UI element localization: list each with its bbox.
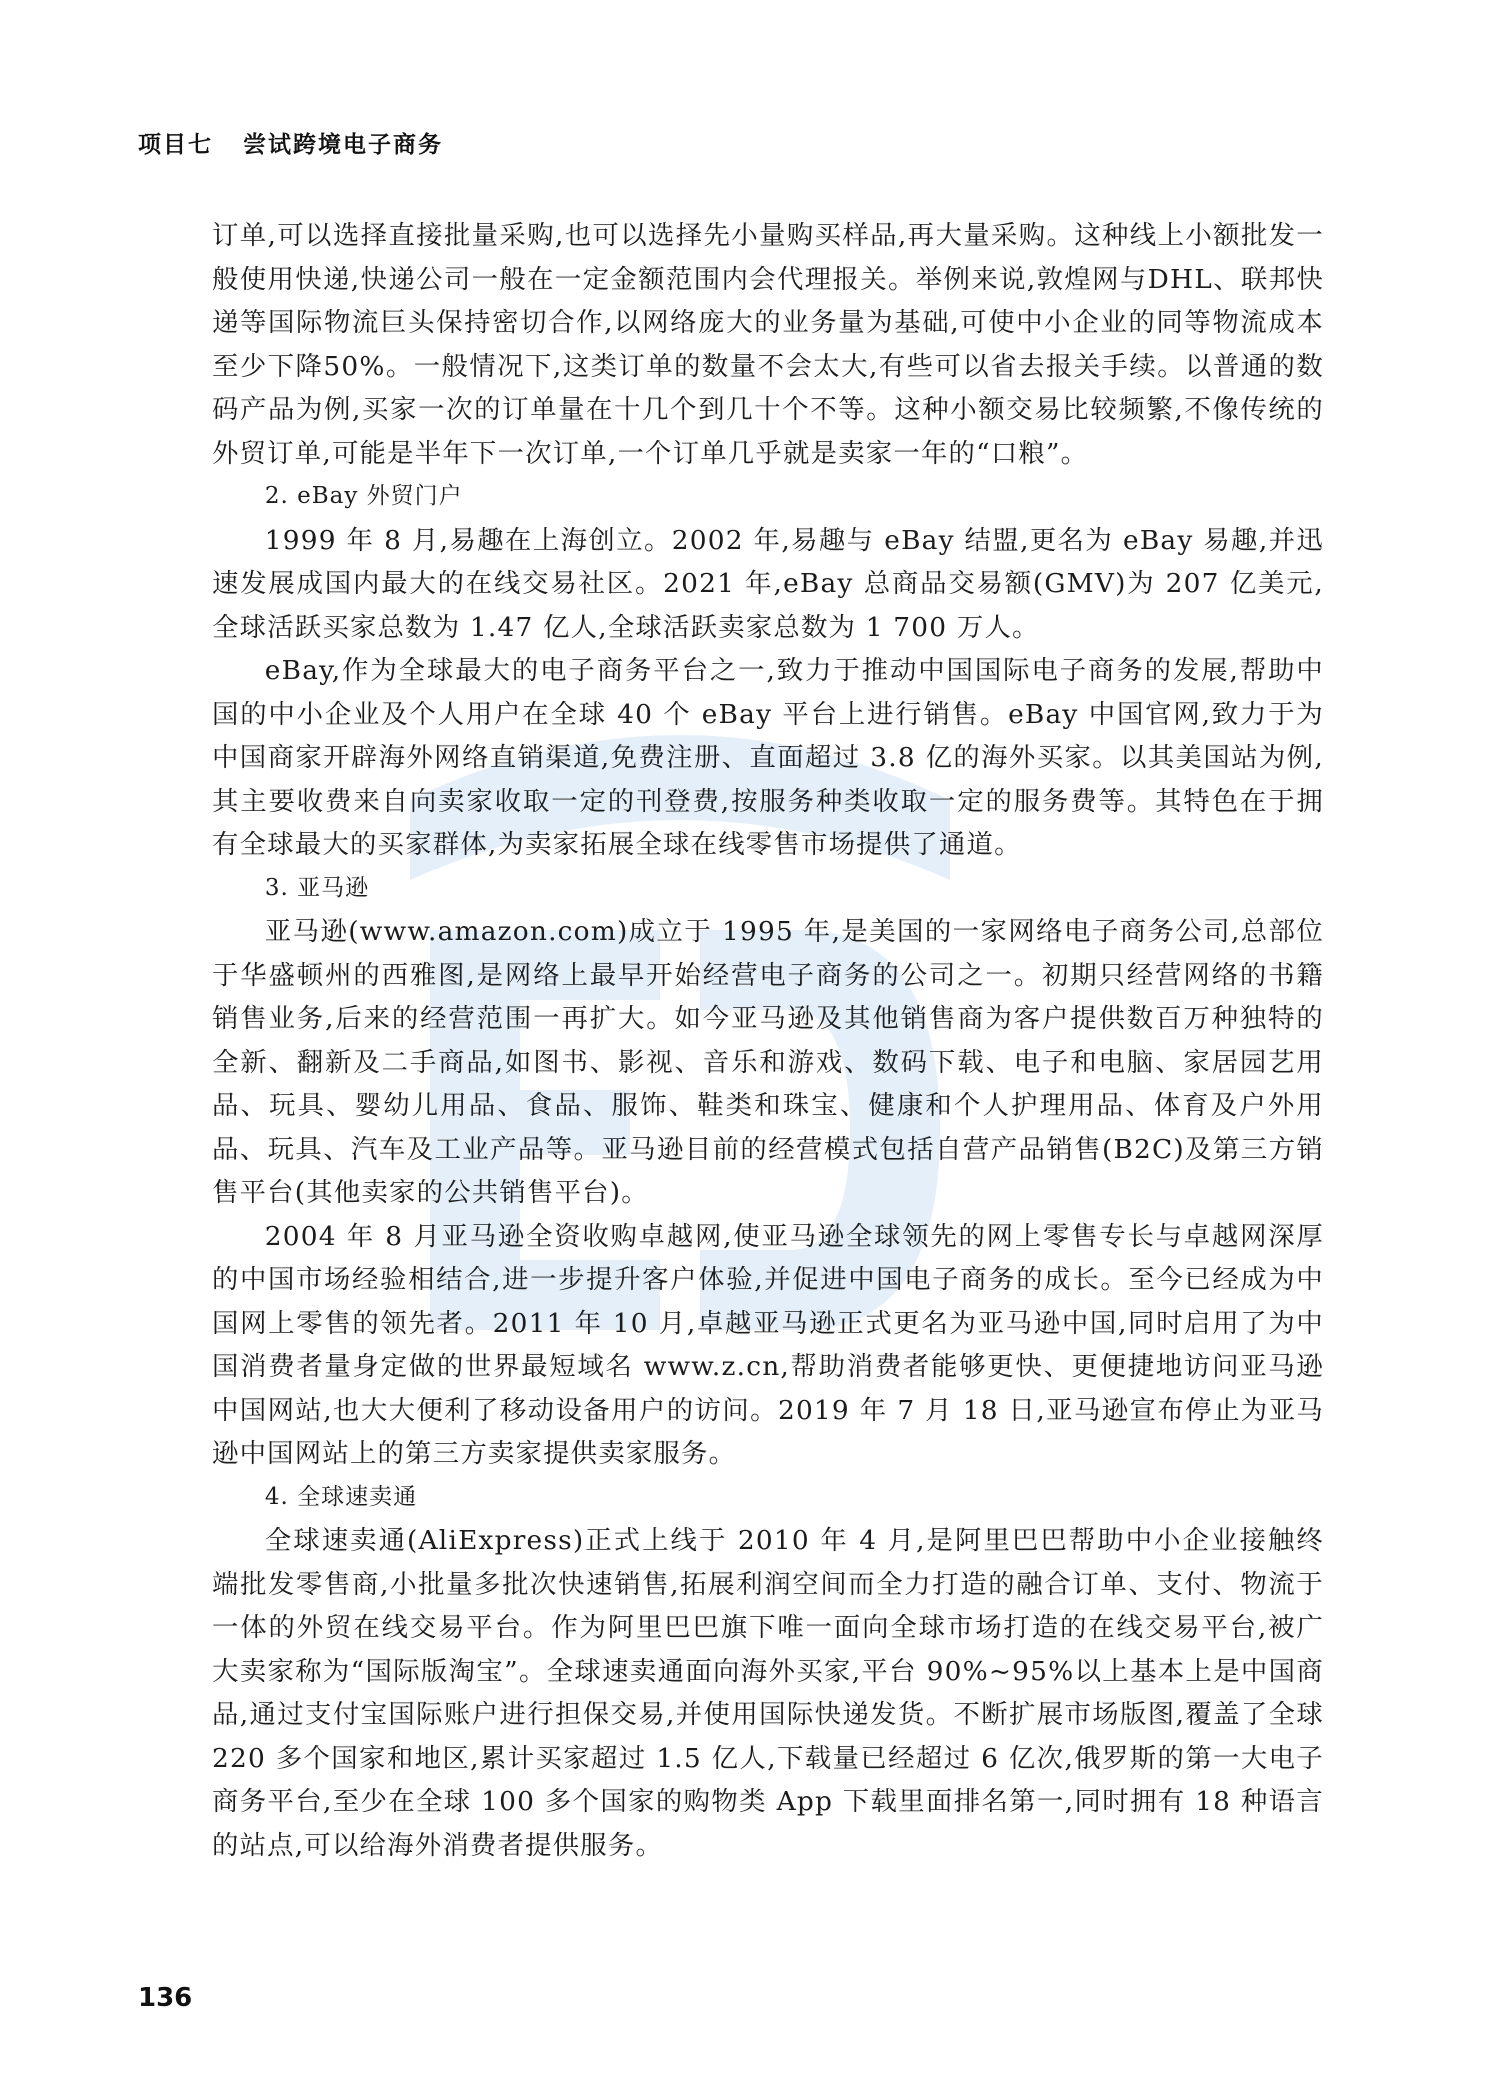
section-heading-aliexpress: 4. 全球速卖通 [264, 1483, 418, 1510]
project-number: 项目七 [138, 132, 213, 158]
chapter-title: 尝试跨境电子商务 [243, 132, 444, 158]
page-body [212, 214, 1324, 1867]
paragraph-amazon-overview: 亚马逊(www.amazon.com)成立于 1995 年,是美国的一家网络电子商务公司,总部位于华盛顿州的西雅图,是网络上最早开始经营电子商务的公司之一。初期只经营网络的书籍销售业务,后来的经营范围一再扩大。如今亚马逊及其他销售商为客户提供数百万种独特的全新、翻新及二手商品,如图书、影视、音乐和游戏、数码下载、电子和电脑、家居园艺用品、玩具、婴幼儿用品、食品、服饰、鞋类和珠宝、健康和个人护理用品、体育及户外用品、玩具、汽车及工业产品等。亚马逊目前的经营模式包括自营产品销售(B2C)及第三方销售平台(其他卖家的公共销售平台)。 [212, 916, 1324, 1208]
paragraph-amazon-china: 2004 年 8 月亚马逊全资收购卓越网,使亚马逊全球领先的网上零售专长与卓越网深厚的中国市场经验相结合,进一步提升客户体验,并促进中国电子商务的成长。至今已经成为中国网上零售的领先者。2011 年 10 月,卓越亚马逊正式更名为亚马逊中国,同时启用了为中国消费者量身定做的世界最短域名 www.z.cn,帮助消费者能够更快、更便捷地访问亚马逊中国网站,也大大便利了移动设备用户的访问。2019 年 7 月 18 日,亚马逊宣布停止为亚马逊中国网站上的第三方卖家提供卖家服务。 [212, 1220, 1324, 1469]
paragraph-dhgate-continued: 订单,可以选择直接批量采购,也可以选择先小量购买样品,再大量采购。这种线上小额批发一般使用快递,快递公司一般在一定金额范围内会代理报关。举例来说,敦煌网与DHL、联邦快递等国际物流巨头保持密切合作,以网络庞大的业务量为基础,可使中小企业的同等物流成本至少下降50%。一般情况下,这类订单的数量不会太大,有些可以省去报关手续。以普通的数码产品为例,买家一次的订单量在十几个到几十个不等。这种小额交易比较频繁,不像传统的外贸订单,可能是半年下一次订单,一个订单几乎就是卖家一年的“口粮”。 [212, 220, 1324, 469]
paragraph-aliexpress-overview: 全球速卖通(AliExpress)正式上线于 2010 年 4 月,是阿里巴巴帮助中小企业接触终端批发零售商,小批量多批次快速销售,拓展利润空间而全力打造的融合订单、支付、物流于一体的外贸在线交易平台。作为阿里巴巴旗下唯一面向全球市场打造的在线交易平台,被广大卖家称为“国际版淘宝”。全球速卖通面向海外买家,平台 90%~95%以上基本上是中国商品,通过支付宝国际账户进行担保交易,并使用国际快递发货。不断扩展市场版图,覆盖了全球 220 多个国家和地区,累计买家超过 1.5 亿人,下载量已经超过 6 亿次,俄罗斯的第一大电子商务平台,至少在全球 100 多个国家的购物类 App 下载里面排名第一,同时拥有 18 种语言的站点,可以给海外消费者提供服务。 [212, 1525, 1324, 1861]
running-header [138, 126, 443, 159]
section-heading-amazon: 3. 亚马逊 [264, 874, 370, 901]
paragraph-ebay-history: 1999 年 8 月,易趣在上海创立。2002 年,易趣与 eBay 结盟,更名为 eBay 易趣,并迅速发展成国内最大的在线交易社区。2021 年,eBay 总商品交易额(GMV)为 207 亿美元,全球活跃买家总数为 1.47 亿人,全球活跃卖家总数为 1 700 万人。 [212, 524, 1324, 643]
paragraph-ebay-overview: eBay,作为全球最大的电子商务平台之一,致力于推动中国国际电子商务的发展,帮助中国的中小企业及个人用户在全球 40 个 eBay 平台上进行销售。eBay 中国官网,致力于为中国商家开辟海外网络直销渠道,免费注册、直面超过 3.8 亿的海外买家。以其美国站为例,其主要收费来自向卖家收取一定的刊登费,按服务种类收取一定的服务费等。其特色在于拥有全球最大的买家群体,为卖家拓展全球在线零售市场提供了通道。 [212, 655, 1324, 860]
page-number: 136 [138, 1983, 193, 2013]
section-heading-ebay: 2. eBay 外贸门户 [264, 483, 463, 509]
